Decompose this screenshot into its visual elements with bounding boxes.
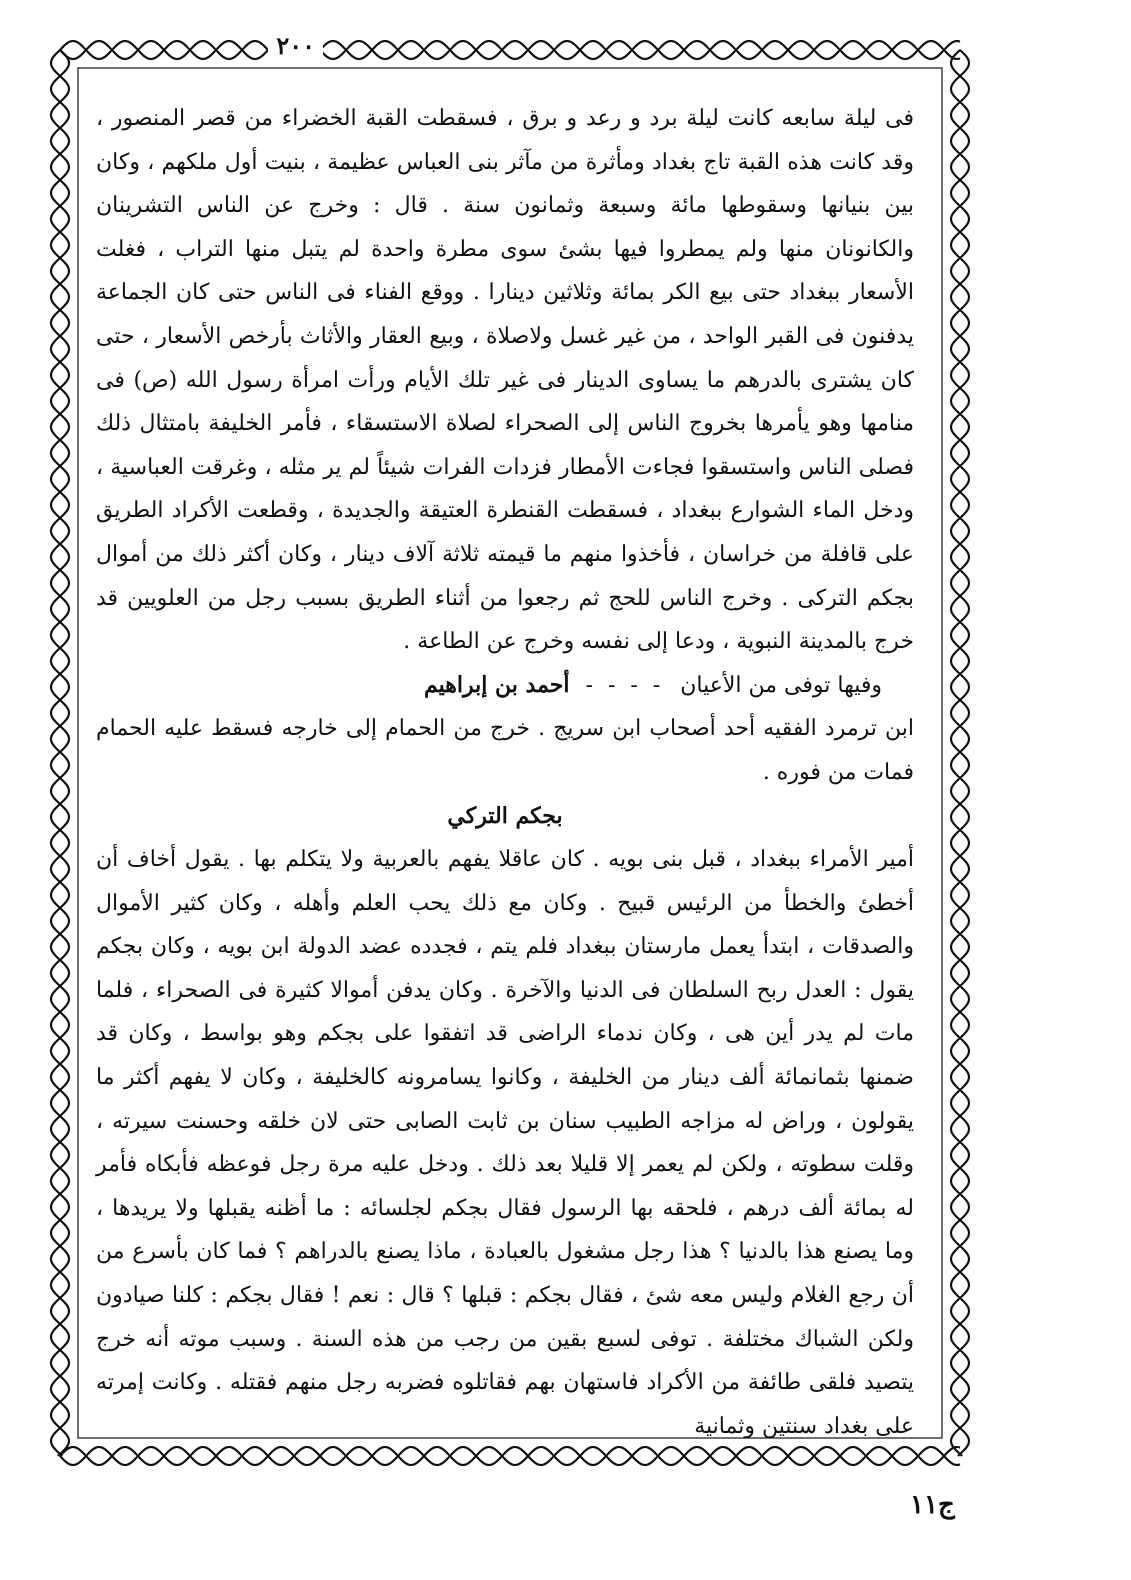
text-body <box>96 97 914 1448</box>
heading-bajkam: بجكم التركي <box>447 802 563 829</box>
heading-dashes: - - - - <box>585 672 665 698</box>
border-chain-strand <box>951 50 969 1456</box>
heading-intro: وفيها توفى من الأعيان <box>680 672 882 698</box>
paragraph-3: أمير الأمراء ببغداد ، قبل بنى بويه . كان عاقلا يفهم بالعربية ولا يتكلم بها . يقول أخاف أن أخطئ والخطأ من الرئيس قبيح . وكان مع ذلك يحب العلم وأهله ، وكان كثير الأموال والصدقات ، ابتدأ يعمل مارستان ببغداد فلم يتم ، فجدده عضد الدولة ابن بويه ، وكان بجكم يقول : العدل ربح السلطان فى الدنيا والآخرة . وكان يدفن أموالا كثيرة فى الصحراء ، فلما مات لم يدر أين هى ، وكان ندماء الراضى قد اتفقوا على بجكم وهو بواسط ، وكان قد ضمنها بثمانمائة ألف دينار من الخليفة ، وكانوا يسامرونه كالخليفة ، وكان لا يفهم أكثر ما يقولون ، وراض له مزاجه الطبيب سنان بن ثابت الصابى حتى لان خلقه وحسنت سيرته ، وقلت سطوته ، ولكن لم يعمر إلا قليلا بعد ذلك . ودخل عليه مرة رجل فوعظه فأبكاه فأمر له بمائة ألف درهم ، فلحقه بها الرسول فقال بجكم لجلسائه : ما أظنه يقبلها ولا يريدها ، وما يصنع هذا بالدنيا ؟ هذا رجل مشغول بالعبادة ، ماذا يصنع بالدراهم ؟ فما كان بأسرع من أن رجع الغلام وليس معه شئ ، فقال بجكم : قبلها ؟ قال : نعم ! فقال بجكم : كلنا صيادون ولكن الشباك مختلفة . توفى لسبع بقين من رجب من هذه السنة . وسبب موته أنه خرج يتصيد فلقى طائفة من الأكراد فاستهان بهم فقاتلوه فضربه رجل منهم فقتله . وكانت إمرته على بغداد سنتين وثمانية <box>96 847 915 1439</box>
gathering-signature: ج١١ <box>910 1490 955 1520</box>
paragraph-1: فى ليلة سابعه كانت ليلة برد و رعد و برق ، فسقطت القبة الخضراء من قصر المنصور ، وقد كانت هذه القبة تاج بغداد ومأثرة من مآثر بنى العباس عظيمة ، بنيت أول ملكهم ، وكان بين بنيانها وسقوطها مائة وسبعة وثمانون سنة . قال : وخرج عن الناس التشرينان والكانونان منها ولم يمطروا فيها بشئ سوى مطرة واحدة لم يتبل منها التراب ، فغلت الأسعار ببغداد حتى بيع الكر بمائة وثلاثين دينارا . ووقع الفناء فى الناس حتى كان الجماعة يدفنون فى القبر الواحد ، من غير غسل ولاصلاة ، وبيع العقار والأثاث بأرخص الأسعار ، حتى كان يشترى بالدرهم ما يساوى الدينار فى غير تلك الأيام ورأت امرأة رسول الله (ص) فى منامها وهو يأمرها بخروج الناس إلى الصحراء لصلاة الاستسقاء ، فأمر الخليفة بامتثال ذلك فصلى الناس واستسقوا فجاءت الأمطار فزدات الفرات شيئاً لم ير مثله ، وغرقت العباسية ، ودخل الماء الشوارع ببغداد ، فسقطت القنطرة العتيقة والجديدة ، وقطعت الأكراد الطريق على قافلة من خراسان ، فأخذوا منهم ما قيمته ثلاثة آلاف دينار ، وكان أكثر ذلك من أموال بجكم التركى . وخرج الناس للحج ثم رجعوا من أثناء الطريق بسبب رجل من العلويين قد خرج بالمدينة النبوية ، ودعا إلى نفسه وخرج عن الطاعة . <box>96 106 914 655</box>
heading-name: أحمد بن إبراهيم <box>423 671 570 698</box>
heading-notables <box>96 664 914 708</box>
paragraph-2: ابن ترمرد الفقيه أحد أصحاب ابن سريج . خرج من الحمام إلى خارجه فسقط عليه الحمام فمات من فوره . <box>96 716 914 785</box>
border-chain-strand <box>51 50 69 1456</box>
page-frame <box>38 28 982 1478</box>
page-number: ٢٠٠ <box>268 30 323 62</box>
